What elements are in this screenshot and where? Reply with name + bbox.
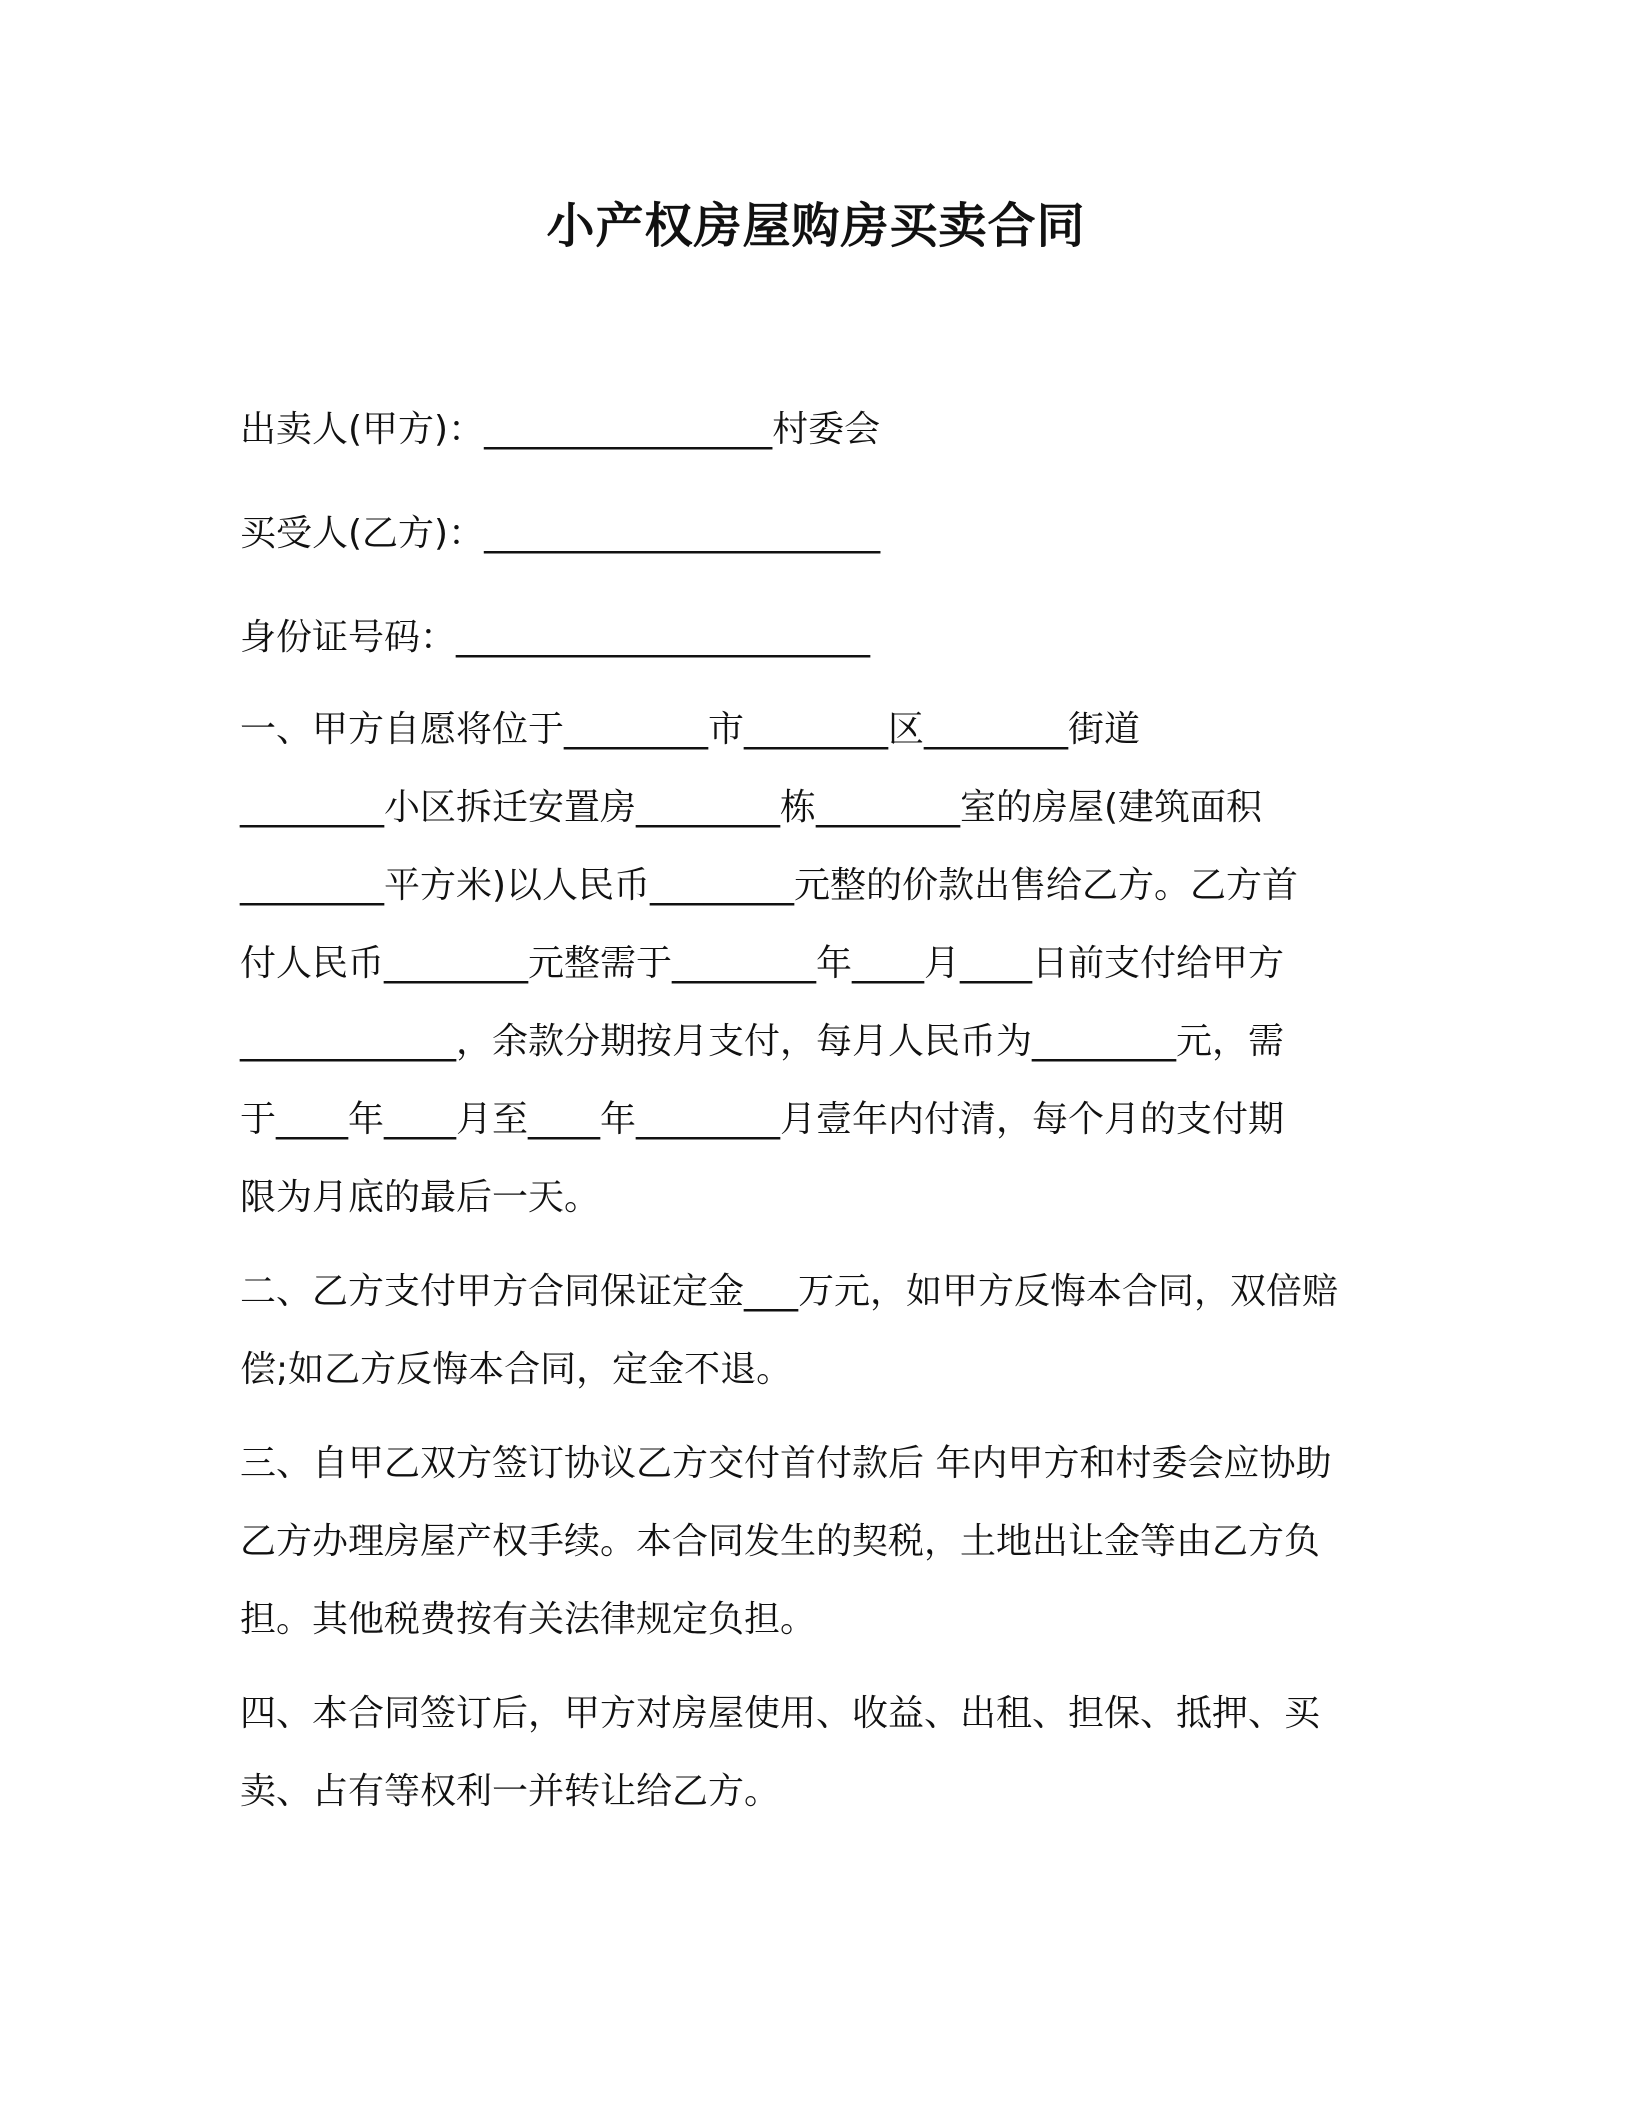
document-body: [240, 409, 1400, 1852]
clause-line: 付人民币________元整需于________年____月____日前支付给甲方: [240, 943, 1285, 984]
clause-line: 二、乙方支付甲方合同保证定金___万元，如甲方反悔本合同，双倍赔: [240, 1271, 1339, 1312]
clause-line: ________平方米)以人民币________元整的价款出售给乙方。乙方首: [240, 865, 1299, 906]
clause-4: [240, 1693, 1400, 1812]
clause-2: [240, 1271, 1400, 1390]
clause-line: 一、甲方自愿将位于________市________区________街道: [240, 709, 1141, 750]
seller-line: 出卖人(甲方)：________________村委会: [240, 409, 881, 450]
clause-line: 于____年____月至____年________月壹年内付清，每个月的支付期: [240, 1099, 1285, 1140]
clause-line: 卖、占有等权利一并转让给乙方。: [240, 1771, 781, 1812]
clause-1: [240, 709, 1400, 1218]
clause-line: 担。其他税费按有关法律规定负担。: [240, 1599, 817, 1640]
clause-line: 四、本合同签订后，甲方对房屋使用、收益、出租、担保、抵押、买: [240, 1693, 1321, 1734]
clause-line: 限为月底的最后一天。: [240, 1177, 601, 1218]
document-title: 小产权房屋购房买卖合同: [546, 198, 1086, 254]
buyer-line: 买受人(乙方)：______________________: [240, 513, 881, 554]
clause-line: 三、自甲乙双方签订协议乙方交付首付款后 年内甲方和村委会应协助: [240, 1443, 1332, 1484]
clause-line: ____________，余款分期按月支付，每月人民币为________元，需: [240, 1021, 1285, 1062]
clause-line: 乙方办理房屋产权手续。本合同发生的契税，土地出让金等由乙方负: [240, 1521, 1321, 1562]
clause-line: 偿;如乙方反悔本合同，定金不退。: [240, 1349, 793, 1390]
clause-3: [240, 1443, 1400, 1640]
id-number-line: 身份证号码：_______________________: [240, 617, 871, 658]
clause-line: ________小区拆迁安置房________栋________室的房屋(建筑面积: [240, 787, 1263, 828]
